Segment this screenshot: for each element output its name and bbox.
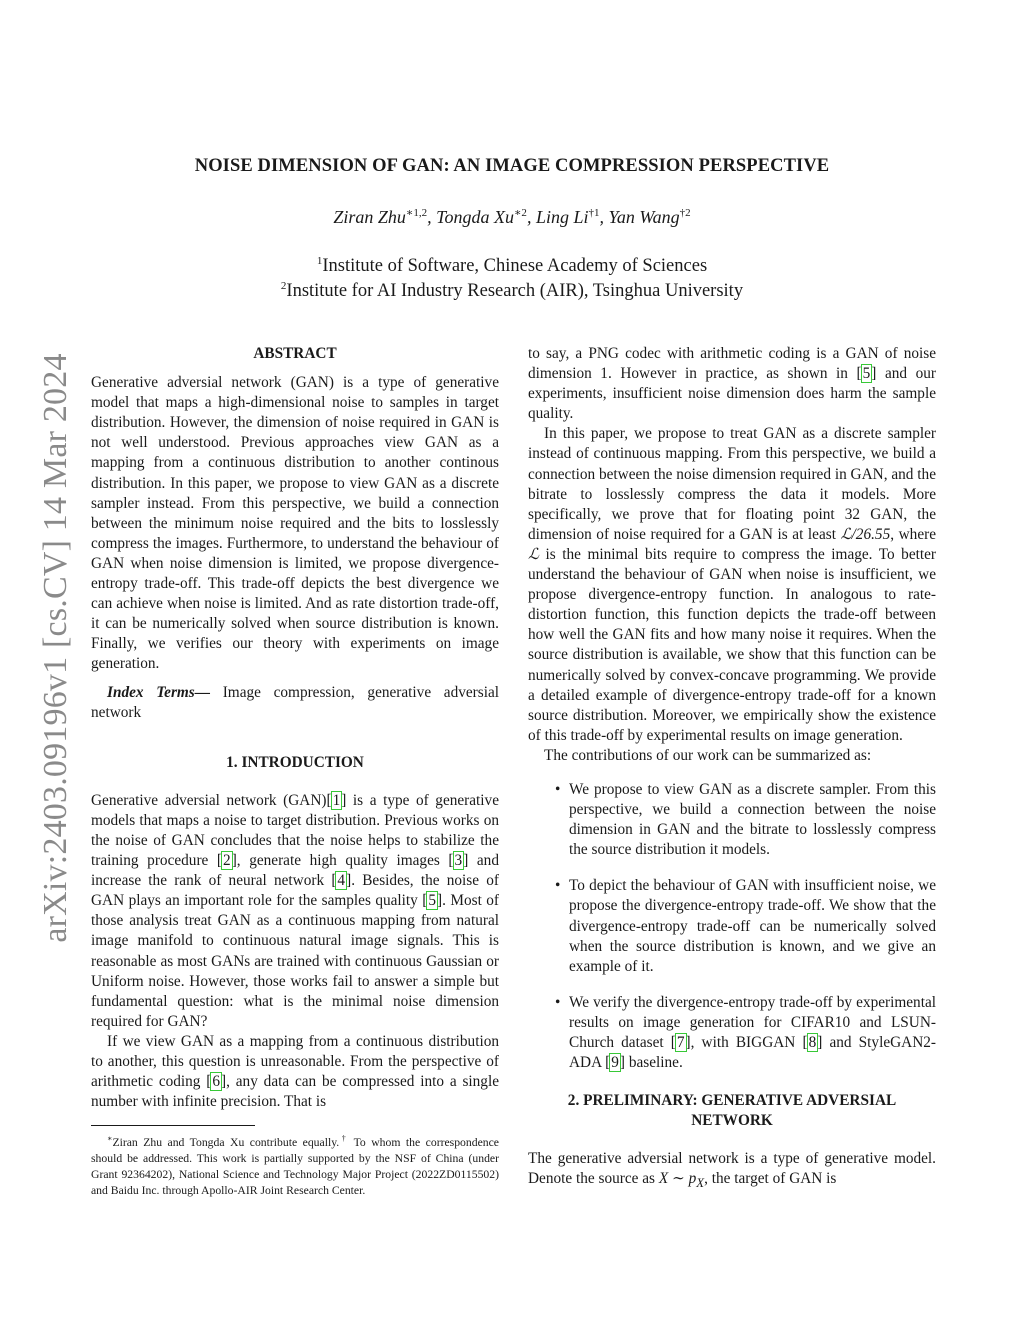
affiliation-2: [0, 280, 1024, 302]
citation-link[interactable]: 4: [337, 872, 346, 890]
text-run: If we view GAN as a mapping from a continuous distribution to another, this question is unreasonable. From the perspective of arithmetic coding: [91, 1032, 499, 1091]
footnote-mark: ∗: [107, 1134, 113, 1143]
author-name: Ziran Zhu: [333, 207, 406, 227]
footnote-rule: [91, 1125, 255, 1126]
text-run: The generative adversial network is a type of generative model. Denote the source as: [528, 1150, 936, 1188]
affiliation-mark: 1: [316, 255, 323, 267]
right-column: [528, 344, 936, 1194]
text-run: . Most of those analysis treat GAN as a continuous mapping from natural image manifold to continuous natural image signals. This is reasonable as most GANs are trained with continuous Gaussian or Uniform noise. However, those works fail to answer a simple but fundamental question: what is the minimal noise dimension required for GAN?: [91, 892, 499, 1030]
text-run: and StyleGAN2-ADA: [569, 1034, 936, 1072]
preliminary-paragraph: [528, 1149, 936, 1193]
affiliation-1: [0, 255, 1024, 277]
affiliation-text: Institute of Software, Chinese Academy of Sciences: [322, 256, 708, 277]
intro-paragraph-4: [528, 424, 936, 746]
text-run: is a type of generative models that maps a noise to target distribution. Previous works on the noise of GAN concludes that the noise helps to stabilize the training procedure: [91, 791, 499, 870]
author-affiliation-mark: †1: [588, 207, 600, 219]
citation-link[interactable]: 3: [454, 852, 463, 870]
citation-link[interactable]: 6: [212, 1073, 221, 1091]
bullet-icon: •: [555, 877, 561, 895]
math-expression: ℒ/26.55: [840, 525, 891, 543]
list-item: [528, 876, 936, 976]
text-run: We verify the divergence-entropy trade-off by experimental results on image generation for CIFAR10 and LSUN-Church dataset: [569, 993, 936, 1051]
left-column: [91, 344, 499, 1112]
footnote-text: Ziran Zhu and Tongda Xu contribute equally.: [112, 1135, 340, 1149]
paper-title: NOISE DIMENSION OF GAN: AN IMAGE COMPRESSION PERSPECTIVE: [194, 156, 830, 176]
math-text: X ∼ p: [658, 1170, 697, 1188]
arxiv-stamp: arXiv:2403.09196v1 [cs.CV] 14 Mar 2024: [37, 353, 74, 943]
citation-link[interactable]: 5: [428, 892, 437, 910]
index-terms-label: Index Terms—: [107, 683, 211, 701]
text-run: , where: [890, 525, 936, 543]
footnote-mark: †: [339, 1134, 349, 1143]
text-run: , any data can be compressed into a single number with infinite precision. That is: [91, 1073, 499, 1111]
citation-link[interactable]: 9: [611, 1054, 619, 1072]
text-run: and our experiments, insufficient noise dimension does harm the sample quality.: [528, 365, 936, 423]
author-affiliation-mark: †2: [679, 207, 691, 219]
intro-paragraph-1: Generative adversial network (GAN)[1] is a type of generative models that maps a noise to target distribution. Previous works on the noise of GAN concludes that the noise helps to stabilize the training procedure [2], generate high quality images [3] and increase the rank of neural network [4]. Besides, the noise of GAN plays an important role for the samples quality [5]. Most of those analysis treat GAN as a continuous mapping from natural image manifold to continuous natural image signals. This is reasonable as most GANs are trained with continuous Gaussian or Uniform noise. However, those works fail to answer a simple but fundamental question: what is the minimal noise dimension required for GAN?: [91, 791, 499, 1030]
text-run: . Besides, the noise of GAN plays an important role for the samples quality: [91, 872, 499, 910]
text-run: , with BIGGAN: [690, 1034, 803, 1051]
affiliation-mark: 2: [280, 280, 287, 292]
text-run: Generative adversial network (GAN): [91, 791, 327, 809]
author-name: Tongda Xu: [436, 207, 514, 227]
author-affiliation-mark: ∗2: [513, 207, 527, 219]
list-item-text: We propose to view GAN as a discrete sampler. From this perspective, we build a connection between the noise dimension in GAN and the bitrate to losslessly compress the source distribution it models.: [569, 780, 936, 859]
abstract-text: Generative adversial network (GAN) is a type of generative model that maps a high-dimensional noise to samples in target distribution. However, the dimension of noise required in GAN is not well understood. Previous approaches view GAN as a mapping from a continuous distribution to another continous distribution. In this paper, we propose to view GAN as a discrete sampler instead. From this perspective, we build a connection between the minimum noise required and the bits to losslessly compress the images. Furthermore, to understand the behaviour of GAN when noise dimension is limited, we propose divergence-entropy trade-off. This trade-off depicts the best divergence we can achieve when noise is limited. And as rate distortion trade-off, it can be numerically solved when source distribution is known. Finally, we verifies our theory with experiments on image generation.: [91, 374, 499, 673]
math-subscript: X: [696, 1176, 705, 1191]
text-run: , generate high quality images: [236, 852, 449, 870]
citation-link[interactable]: 1: [332, 791, 341, 809]
intro-paragraph-2: If we view GAN as a mapping from a continuous distribution to another, this question is unreasonable. From the perspective of arithmetic coding [6], any data can be compressed into a single number with infinite precision. That is: [91, 1032, 499, 1111]
author-name: Ling Li: [535, 207, 589, 227]
list-item: [528, 780, 936, 860]
text-run: is the minimal bits require to compress the image. To better understand the behaviour of GAN when noise is insufficient, we propose divergence-entropy function. In analogous to rate-distortion function, this function depicts the trade-off between how well the GAN fits and how many noise it requires. When the source distribution is available, we show that this function can be numerically solved by convex-concave programming. We provide a detailed example of divergence-entropy trade-off for a known source distribution. Moreover, we empirically show the existence of this trade-off by experimental results on image generation.: [528, 545, 936, 744]
intro-paragraph-5: The contributions of our work can be summarized as:: [544, 746, 872, 764]
preliminary-heading: [528, 1091, 936, 1131]
index-terms: [91, 683, 499, 723]
list-item: • We verify the divergence-entropy trade-off by experimental results on image generation for CIFAR10 and LSUN-Church dataset [7], with BIGGAN [8] and StyleGAN2-ADA [9] baseline.: [555, 993, 936, 1072]
author-name: Yan Wang: [608, 207, 680, 227]
text-run: baseline.: [625, 1054, 683, 1072]
text-run: In this paper, we propose to treat GAN as a discrete sampler instead of continuous mapping. From this perspective, we build a connection between the noise dimension required in GAN, and the bitrate to losslessly compress the data it models. More specifically, we prove that for floating point 32 GAN, the dimension of noise required for a GAN is at least: [528, 425, 936, 543]
index-terms-text: Image compression, generative adversial network: [91, 683, 499, 721]
heading-line: 2. PRELIMINARY: GENERATIVE ADVERSIAL: [567, 1092, 897, 1110]
math-expression: ℒ: [528, 545, 540, 563]
citation-link[interactable]: 8: [808, 1034, 817, 1051]
introduction-heading: 1. INTRODUCTION: [226, 753, 364, 771]
list-item-text: To depict the behaviour of GAN with insufficient noise, we propose the divergence-entropy trade-off. We show that the divergence-entropy trade-off can be numerically solved when the source distribution is known, and we give an example of it.: [569, 877, 936, 975]
footnote-text: To whom the correspondence should be addressed. This work is partially supported by the NSF of China (under Grant 92364202), National Science and Technology Major Project (2022ZD0115502) and Baidu Inc. through Apollo-AIR Joint Research Center.: [91, 1135, 499, 1197]
heading-line: NETWORK: [691, 1112, 773, 1130]
intro-paragraph-3: to say, a PNG codec with arithmetic coding is a GAN of noise dimension 1. However in practice, as shown in [5] and our experiments, insufficient noise dimension does harm the sample quality.: [528, 345, 936, 423]
citation-link[interactable]: 7: [676, 1034, 685, 1051]
author-list: Ziran Zhu$^{∗1,2}$, Tongda $Xu^{∗2}$, Ling Li$^{\dagger 1}$, Yan Wang$^{\dagger 2}$: [333, 207, 691, 227]
citation-link[interactable]: 2: [223, 852, 231, 870]
math-expression: [658, 1170, 705, 1191]
citation-link[interactable]: 5: [862, 365, 871, 383]
text-run: to say, a PNG codec with arithmetic coding is a GAN of noise dimension 1. However in practice, as shown in: [528, 345, 936, 383]
bullet-icon: •: [555, 993, 561, 1011]
abstract-heading: ABSTRACT: [253, 345, 337, 362]
contribution-list: [528, 780, 936, 1073]
author-affiliation-mark: ∗1,2: [405, 207, 428, 219]
bullet-icon: •: [555, 780, 561, 798]
text-run: , the target of GAN is: [704, 1170, 837, 1188]
text-run: and increase the rank of neural network: [91, 852, 499, 890]
footnote: [91, 1131, 499, 1199]
affiliation-text: Institute for AI Industry Research (AIR), Tsinghua University: [286, 281, 744, 302]
